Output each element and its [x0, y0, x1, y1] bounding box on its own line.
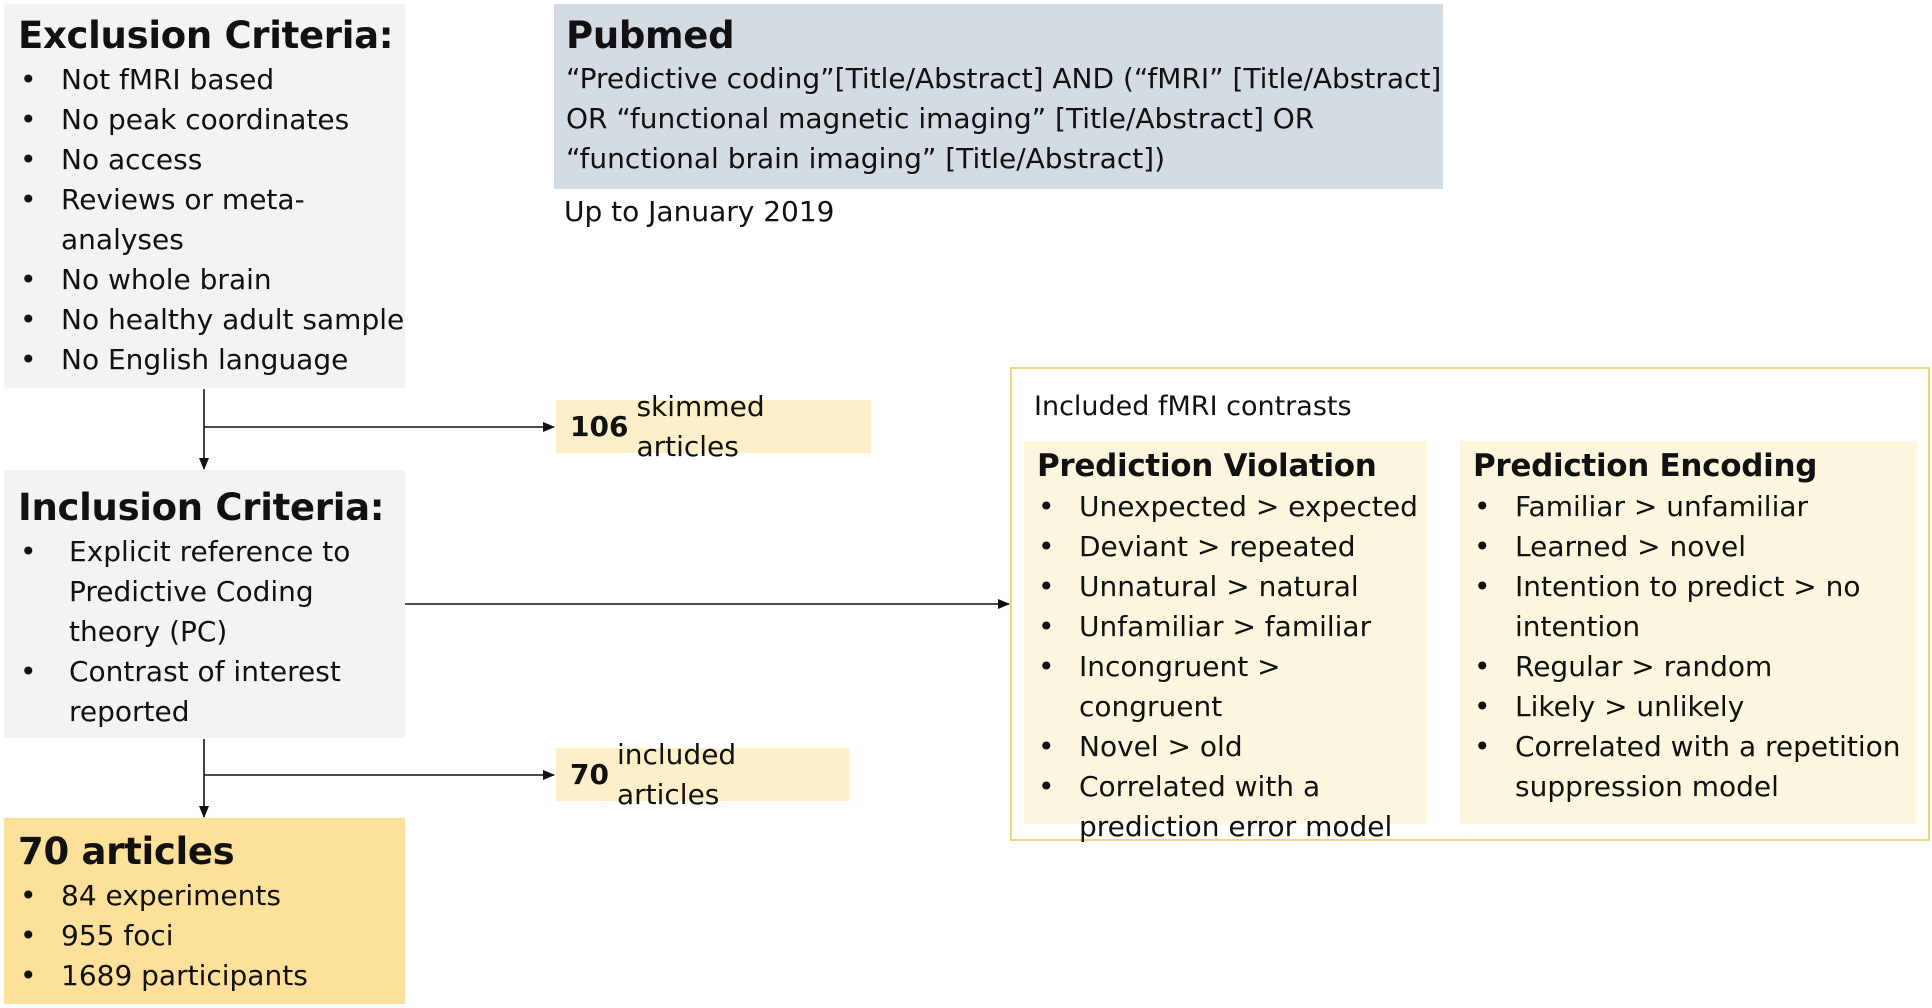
violation-item: • Unexpected > expected [1079, 487, 1427, 527]
pubmed-query-line: OR “functional magnetic imaging” [Title/Abstract] OR [566, 102, 1315, 135]
prediction-encoding-box [1460, 441, 1917, 824]
inclusion-heading: Inclusion Criteria: [18, 486, 385, 529]
encoding-item: • Familiar > unfamiliar [1515, 487, 1917, 527]
exclusion-item: • No healthy adult sample [61, 300, 405, 340]
pubmed-query-line: “functional brain imaging” [Title/Abstract]) [566, 142, 1166, 175]
violation-item: • Unfamiliar > familiar [1079, 607, 1427, 647]
included-contrasts-panel [1010, 367, 1930, 841]
encoding-item: • Correlated with a repetition suppression model [1515, 727, 1917, 807]
result-list [61, 876, 405, 996]
exclusion-item: • No English language [61, 340, 405, 380]
exclusion-item: • No peak coordinates [61, 100, 405, 140]
violation-item: • Novel > old [1079, 727, 1427, 767]
result-item: • 1689 participants [61, 956, 405, 996]
inclusion-criteria-box [4, 470, 405, 738]
violation-list [1079, 487, 1427, 847]
exclusion-heading: Exclusion Criteria: [18, 14, 394, 57]
encoding-heading: Prediction Encoding [1473, 448, 1818, 484]
exclusion-item: • Reviews or meta- analyses [61, 180, 405, 260]
included-label: included articles [616, 737, 737, 811]
pubmed-query [566, 59, 1443, 179]
exclusion-item: • Not fMRI based [61, 60, 405, 100]
included-articles-count [556, 737, 849, 811]
skimmed-number: 106 [570, 409, 629, 443]
inclusion-list [69, 532, 405, 732]
inclusion-item: • Contrast of interest reported [69, 652, 405, 732]
encoding-list [1515, 487, 1917, 807]
pubmed-date: Up to January 2019 [564, 195, 835, 228]
contrasts-title: Included fMRI contrasts [1034, 391, 1352, 422]
exclusion-criteria-box [4, 4, 405, 388]
pubmed-query-line: “Predictive coding”[Title/Abstract] AND (“fMRI” [Title/Abstract] [566, 62, 1442, 95]
final-articles-box [4, 818, 405, 1004]
violation-heading: Prediction Violation [1037, 448, 1377, 484]
skimmed-label: skimmed articles [636, 389, 765, 463]
encoding-item: • Intention to predict > no intention [1515, 567, 1917, 647]
pubmed-heading: Pubmed [566, 14, 735, 57]
result-item: • 84 experiments [61, 876, 405, 916]
violation-item: • Incongruent > congruent [1079, 647, 1427, 727]
exclusion-list [61, 60, 405, 380]
encoding-item: • Regular > random [1515, 647, 1917, 687]
included-number: 70 [570, 757, 609, 791]
inclusion-item: • Explicit reference to Predictive Coding theory (PC) [69, 532, 405, 652]
result-item: • 955 foci [61, 916, 405, 956]
violation-item: • Correlated with a prediction error model [1079, 767, 1427, 847]
encoding-item: • Learned > novel [1515, 527, 1917, 567]
exclusion-item: • No access [61, 140, 405, 180]
pubmed-search-box [554, 4, 1443, 189]
prediction-violation-box [1024, 441, 1427, 843]
encoding-item: • Likely > unlikely [1515, 687, 1917, 727]
skimmed-articles-count [556, 389, 871, 463]
result-heading: 70 articles [18, 830, 235, 873]
violation-item: • Deviant > repeated [1079, 527, 1427, 567]
violation-item: • Unnatural > natural [1079, 567, 1427, 607]
exclusion-item: • No whole brain [61, 260, 405, 300]
